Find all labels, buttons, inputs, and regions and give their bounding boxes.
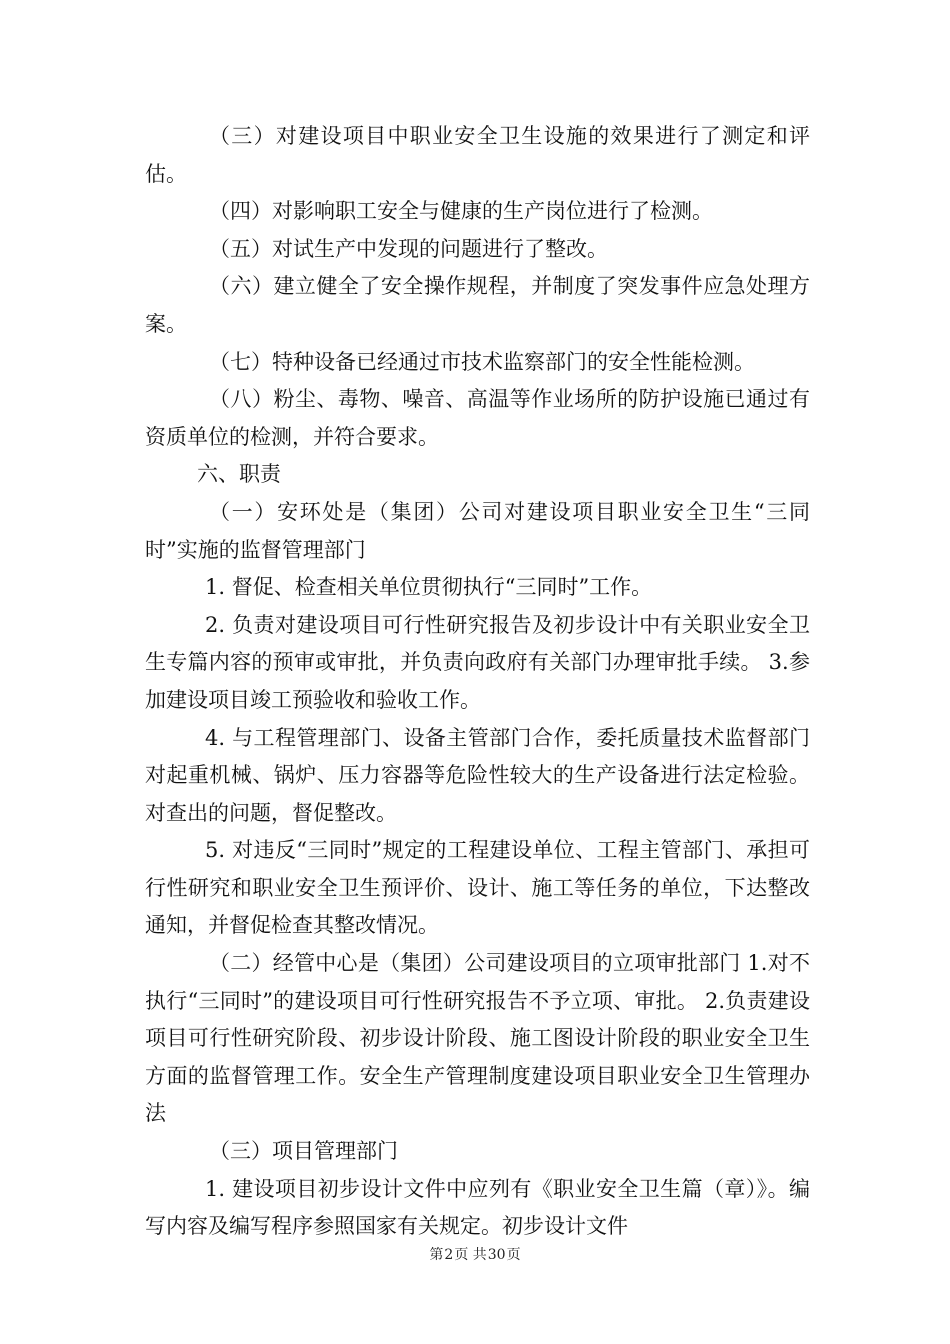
paragraph-8: （八）粉尘、毒物、噪音、高温等作业场所的防护设施已通过有资质单位的检测，并符合要求。 [145, 387, 810, 449]
footer-page-number: 2 [444, 1247, 454, 1263]
paragraph-duty-2: （二）经管中心是（集团）公司建设项目的立项审批部门 1.对不执行“三同时”的建设项目可行性研究报告不予立项、审批。 2.负责建设项目可行性研究阶段、初步设计阶段、施工图设计阶段的职业安全卫生方面的监督管理工作。安全生产管理制度建设项目职业安全卫生管理办法 [145, 951, 810, 1126]
footer-prefix: 第 [429, 1247, 444, 1263]
page-footer [0, 1244, 950, 1264]
footer-suffix: 页 [506, 1247, 521, 1263]
list-item-2: 2. 负责对建设项目可行性研究报告及初步设计中有关职业安全卫生专篇内容的预审或审批，并负责向政府有关部门办理审批手续。 3.参加建设项目竣工预验收和验收工作。 [145, 612, 810, 712]
list-item-project-1: 1. 建设项目初步设计文件中应列有《职业安全卫生篇（章）》。编写内容及编写程序参照国家有关规定。初步设计文件 [145, 1176, 810, 1239]
document-body [145, 118, 810, 1246]
paragraph-3: （三）对建设项目中职业安全卫生设施的效果进行了测定和评估。 [145, 124, 810, 186]
list-item-5: 5. 对违反“三同时”规定的工程建设单位、工程主管部门、承担可行性研究和职业安全卫生预评价、设计、施工等任务的单位，下达整改通知，并督促检查其整改情况。 [145, 838, 810, 938]
paragraph-6: （六）建立健全了安全操作规程，并制度了突发事件应急处理方案。 [145, 274, 810, 336]
footer-total-pages: 30 [487, 1247, 506, 1263]
paragraph-duty-3: （三）项目管理部门 [209, 1139, 398, 1164]
paragraph-4: （四）对影响职工安全与健康的生产岗位进行了检测。 [209, 199, 713, 224]
list-item-1: 1. 督促、检查相关单位贯彻执行“三同时”工作。 [205, 575, 653, 600]
paragraph-duty-1: （一）安环处是（集团）公司对建设项目职业安全卫生“三同时”实施的监督管理部门 [145, 499, 810, 562]
paragraph-7: （七）特种设备已经通过市技术监察部门的安全性能检测。 [209, 349, 755, 374]
paragraph-5: （五）对试生产中发现的问题进行了整改。 [209, 236, 608, 261]
list-item-4: 4. 与工程管理部门、设备主管部门合作，委托质量技术监督部门对起重机械、锅炉、压力容器等危险性较大的生产设备进行法定检验。对查出的问题，督促整改。 [145, 725, 810, 825]
footer-middle: 页 共 [454, 1247, 487, 1263]
section-heading-duties: 六、职责 [197, 462, 281, 487]
